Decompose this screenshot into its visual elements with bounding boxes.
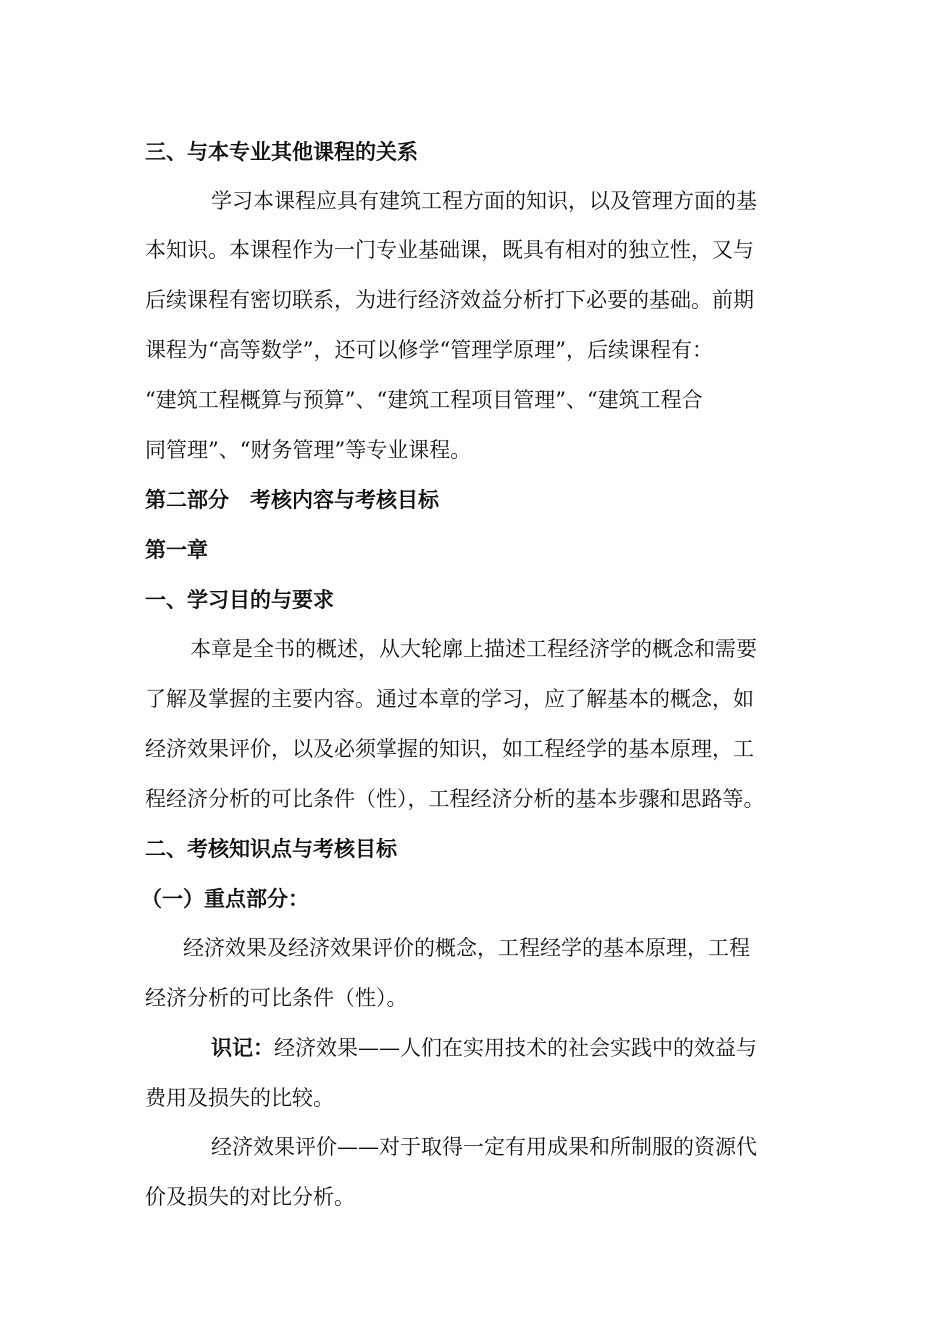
paragraph-line: 了解及掌握的主要内容。通过本章的学习，应了解基本的概念，如 (145, 687, 754, 711)
paragraph-line: 程经济分析的可比条件（性），工程经济分析的基本步骤和思路等。 (145, 787, 765, 811)
paragraph-line: 经济分析的可比条件（性）。 (145, 986, 408, 1010)
part-heading: 第二部分 考核内容与考核目标 (145, 487, 439, 512)
section-heading-learning-goals: 一、学习目的与要求 (145, 587, 334, 612)
paragraph-line: 价及损失的对比分析。 (145, 1185, 355, 1209)
paragraph-line: 学习本课程应具有建筑工程方面的知识，以及管理方面的基 (211, 189, 757, 213)
paragraph-line: “建筑工程概算与预算”、“建筑工程项目管理”、“建筑工程合 (145, 388, 703, 412)
memorize-line (211, 1033, 757, 1063)
paragraph-line: 费用及损失的比较。 (145, 1086, 334, 1110)
memorize-label: 识记： (211, 1035, 274, 1060)
paragraph-line: 经济效果评价——对于取得一定有用成果和所制服的资源代 (211, 1135, 757, 1159)
paragraph-line: 同管理”、“财务管理”等专业课程。 (145, 438, 472, 462)
paragraph-line: 后续课程有密切联系，为进行经济效益分析打下必要的基础。前期 (145, 288, 754, 312)
paragraph-line: 经济效果评价，以及必须掌握的知识，如工程经学的基本原理，工 (145, 737, 754, 761)
section-heading-course-relations: 三、与本专业其他课程的关系 (145, 139, 418, 164)
paragraph-line: 经济效果及经济效果评价的概念，工程经学的基本原理，工程 (183, 936, 750, 960)
memorize-text: 经济效果——人们在实用技术的社会实践中的效益与 (274, 1036, 757, 1060)
paragraph-line: 本章是全书的概述，从大轮廓上描述工程经济学的概念和需要 (190, 637, 757, 661)
section-heading-assessment: 二、考核知识点与考核目标 (145, 836, 397, 861)
chapter-heading: 第一章 (145, 537, 208, 562)
paragraph-line: 课程为“高等数学”，还可以修学“管理学原理”，后续课程有： (145, 338, 713, 362)
paragraph-line: 本知识。本课程作为一门专业基础课，既具有相对的独立性，又与 (145, 238, 754, 262)
subsection-heading-key-part: （一）重点部分： (141, 886, 309, 911)
